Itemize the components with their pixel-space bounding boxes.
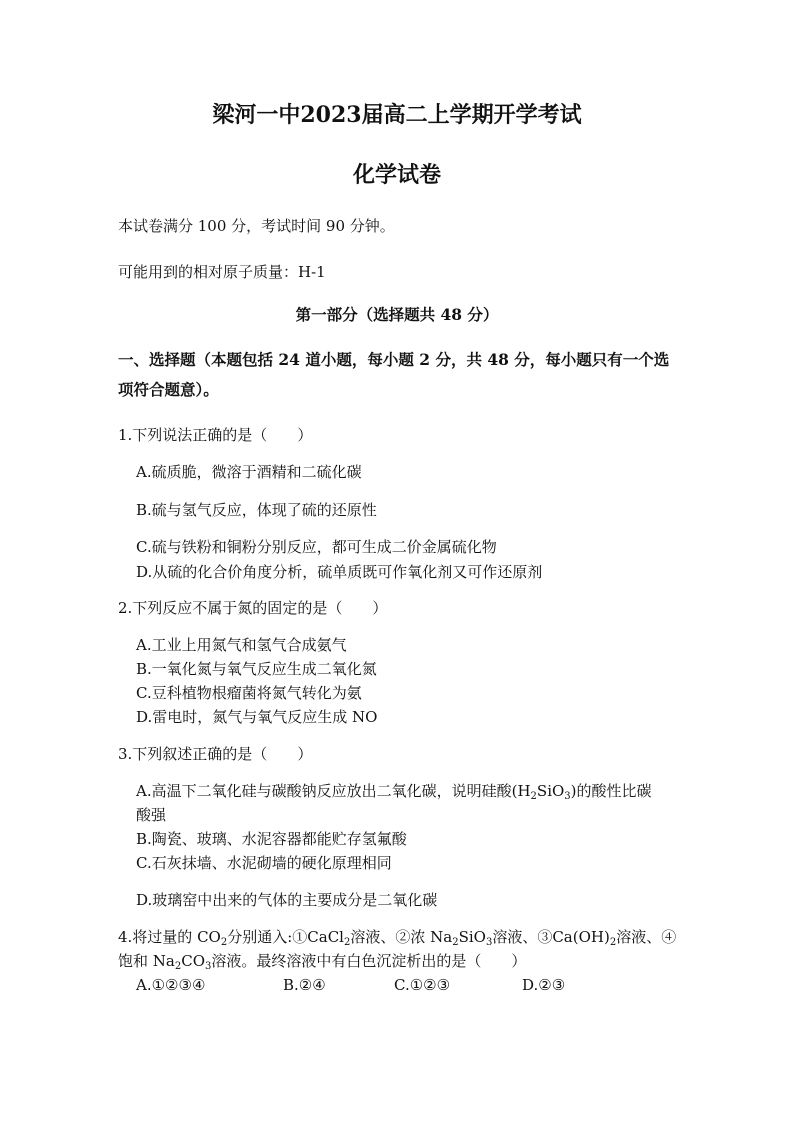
question-2-option-b: B.一氧化氮与氧气反应生成二氧化氮 [136, 660, 377, 678]
exam-title: 梁河一中2023届高二上学期开学考试 [212, 102, 582, 128]
question-4-option-a: A.①②③④ [136, 976, 206, 994]
question-1-stem: 1.下列说法正确的是（ ） [118, 426, 313, 444]
question-1-option-b: B.硫与氢气反应，体现了硫的还原性 [136, 501, 377, 519]
question-4-option-d: D.②③ [522, 976, 566, 994]
question-1-option-d: D.从硫的化合价角度分析，硫单质既可作氧化剂又可作还原剂 [136, 563, 543, 581]
question-1-option-a: A.硫质脆，微溶于酒精和二硫化碳 [136, 463, 362, 481]
question-2-option-a: A.工业上用氮气和氢气合成氨气 [136, 636, 347, 654]
question-3-option-c: C.石灰抹墙、水泥砌墙的硬化原理相同 [136, 854, 392, 872]
section-instruction-line-1: 一、选择题（本题包括 24 道小题，每小题 2 分，共 48 分，每小题只有一个选 [118, 350, 670, 369]
intro-line-2: 可能用到的相对原子质量：H-1 [118, 263, 326, 281]
question-3-option-d: D.玻璃窑中出来的气体的主要成分是二氧化碳 [136, 891, 438, 909]
question-4-option-c: C.①②③ [394, 976, 451, 994]
question-4-option-b: B.②④ [283, 976, 326, 994]
part1-heading: 第一部分（选择题共 48 分） [295, 305, 499, 324]
question-3-option-b: B.陶瓷、玻璃、水泥容器都能贮存氢氟酸 [136, 830, 407, 848]
question-1-option-c: C.硫与铁粉和铜粉分别反应，都可生成二价金属硫化物 [136, 538, 497, 556]
exam-subtitle: 化学试卷 [352, 162, 441, 188]
section-instruction-line-2: 项符合题意）。 [118, 380, 219, 399]
intro-line-1: 本试卷满分 100 分，考试时间 90 分钟。 [118, 217, 395, 235]
question-4-stem-line-1: 4.将过量的 $CO_2$分别通入:①CaCl$_2$溶液、②浓 $Na_2SiO_3$溶液、$③Ca(OH)_2$溶液、④ [118, 928, 677, 948]
question-2-option-d: D.雷电时，氮气与氧气反应生成 NO [136, 708, 378, 726]
question-3-stem: 3.下列叙述正确的是（ ） [118, 745, 313, 763]
question-2-stem: 2.下列反应不属于氮的固定的是（ ） [118, 599, 388, 617]
question-4-stem-line-2: 饱和 $Na_2CO_3$溶液。最终溶液中有白色沉淀析出的是（ ） [118, 952, 527, 972]
question-3-option-a-line-2: 酸强 [136, 806, 167, 824]
question-3-option-a: A.高温下二氧化硅与碳酸钠反应放出二氧化碳，说明硅酸$(H_2SiO_3)$的酸性比碳 [136, 782, 652, 802]
question-2-option-c: C.豆科植物根瘤菌将氮气转化为氨 [136, 684, 362, 702]
